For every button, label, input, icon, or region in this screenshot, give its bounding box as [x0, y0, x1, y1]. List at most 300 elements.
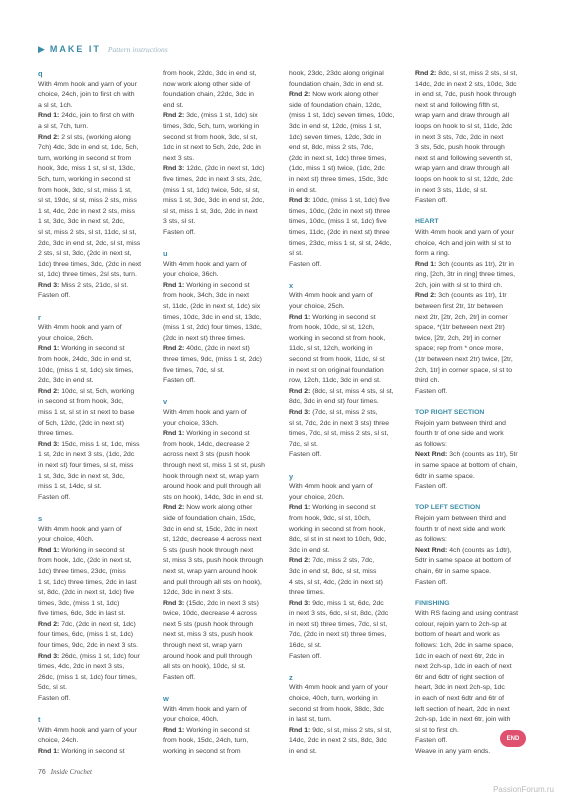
pattern-line — [38, 133, 156, 144]
pattern-line — [38, 175, 156, 186]
pattern-line — [163, 111, 281, 122]
line-text: times, 10dc, 3dc in end st, 13dc, — [163, 313, 262, 321]
line-text: times, 10dc, (miss 1 st, 1dc) five — [289, 218, 387, 226]
pattern-line — [38, 281, 156, 292]
pattern-line — [289, 450, 407, 461]
line-text: (15dc, 2dc in next 3 sts) — [184, 599, 259, 607]
line-text: 12dc, 3dc in next 3 sts. — [163, 589, 233, 597]
pattern-line — [38, 588, 156, 599]
section-heading — [38, 514, 156, 525]
pattern-line — [163, 556, 281, 567]
pattern-line — [415, 260, 533, 271]
pattern-line — [289, 429, 407, 440]
pattern-line — [38, 408, 156, 419]
line-text: third ch. — [415, 377, 440, 385]
round-label: Rnd 3: — [289, 197, 311, 205]
pattern-line — [289, 535, 407, 546]
pattern-line — [163, 546, 281, 557]
line-text: With 4mm hook and yarn of — [163, 409, 247, 416]
line-text: chain, 6tr in same space. — [415, 567, 492, 575]
line-text: ring, [2ch, 3tr in ring] three times, — [415, 271, 516, 279]
line-text: st, 12dc, decrease 4 across next — [163, 536, 262, 544]
line-text: Working in second st — [59, 748, 125, 755]
pattern-line — [289, 80, 407, 91]
line-text: 9dc, sl st, miss 2 sts, sl st, — [310, 726, 392, 734]
pattern-line — [38, 397, 156, 408]
line-text: next 2ch-sp, 1dc in each of next — [415, 663, 512, 671]
line-text: x — [289, 280, 294, 290]
line-text: from hook, 22dc, 3dc in end st, — [163, 70, 257, 77]
pattern-line — [38, 249, 156, 260]
line-text: Fasten off. — [38, 292, 71, 300]
arrow-icon: ▶ — [38, 43, 45, 54]
section-heading — [415, 599, 533, 610]
line-text: side of foundation chain, 15dc, — [163, 514, 256, 522]
page-header — [38, 44, 168, 54]
pattern-line — [289, 334, 407, 345]
pattern-line — [289, 493, 407, 504]
line-text: 3dc, (miss 1 st, 1dc) six — [184, 112, 258, 120]
pattern-line — [289, 609, 407, 620]
round-label: Rnd 3: — [38, 440, 60, 448]
pattern-line — [415, 239, 533, 250]
pattern-line — [163, 630, 281, 641]
pattern-line — [415, 111, 533, 122]
line-text: around hook and pull through all — [163, 483, 261, 491]
round-label: Rnd 1: — [163, 430, 185, 438]
pattern-line — [289, 313, 407, 324]
line-text: times, 10dc, (2dc in next st) three — [289, 207, 391, 215]
line-text: 7dc, sl st. — [289, 440, 318, 448]
line-text: (1tr between next 2tr) twice, [2tr, — [415, 356, 513, 364]
pattern-line — [163, 186, 281, 197]
pattern-line — [38, 344, 156, 355]
line-text: a sl st, 1ch. — [38, 101, 73, 109]
magazine-name: Inside Crochet — [50, 768, 92, 776]
line-text: sts on hook), 14dc, 3dc in end st. — [163, 493, 264, 501]
line-gap — [415, 207, 533, 218]
line-text: working in second st from hook, — [289, 334, 386, 342]
line-gap — [38, 302, 156, 313]
pattern-line — [38, 122, 156, 133]
pattern-line — [38, 323, 156, 334]
pattern-line — [289, 154, 407, 165]
round-label: Rnd 2: — [163, 112, 185, 120]
pattern-line — [289, 546, 407, 557]
pattern-line — [38, 662, 156, 673]
pattern-line — [415, 143, 533, 154]
pattern-line — [38, 429, 156, 440]
line-text: in second st from hook, 3dc, — [38, 398, 124, 406]
pattern-line — [163, 344, 281, 355]
line-text: 7dc, (2dc in next st) three times, — [289, 631, 387, 639]
line-text: in end st. — [289, 748, 317, 755]
line-text: times, 23dc, miss 1 st, sl st, 24dc, — [289, 239, 392, 247]
watermark: PassionForum.ru — [493, 785, 554, 794]
pattern-line — [415, 90, 533, 101]
pattern-line — [163, 609, 281, 620]
line-text: 2 sts, sl st, 3dc, (2dc in next st, — [38, 250, 132, 258]
line-text: heart, 3dc in next 2ch-sp, 1dc — [415, 684, 505, 692]
line-text: 40dc, (2dc in next st) — [184, 345, 250, 353]
pattern-line — [289, 440, 407, 451]
line-text: (2dc in next st) three times. — [163, 334, 246, 342]
pattern-line — [289, 525, 407, 536]
line-text: 5 sts (push hook through next — [163, 546, 254, 554]
line-text: follows: 1ch, 2dc in same space, — [415, 642, 514, 650]
pattern-line — [163, 429, 281, 440]
section-heading — [163, 397, 281, 408]
line-text: 3dc in end st, 12dc, (miss 1 st, — [289, 122, 382, 130]
line-text: 5ch, turn, working in second st — [38, 175, 131, 183]
pattern-line — [163, 217, 281, 228]
pattern-line — [289, 133, 407, 144]
pattern-line — [289, 514, 407, 525]
pattern-line — [163, 599, 281, 610]
pattern-line — [415, 620, 533, 631]
line-gap — [163, 239, 281, 250]
line-text: 1 st, 2dc in next 3 sts, (1dc, 2dc — [38, 451, 135, 459]
line-text: 3dc in end st. — [289, 546, 330, 554]
line-text: Fasten off. — [289, 260, 322, 268]
line-gap — [415, 588, 533, 599]
pattern-line — [38, 419, 156, 430]
pattern-line — [38, 366, 156, 377]
line-text: in each of next 6dtr and 6tr of — [415, 695, 505, 703]
pattern-line — [415, 355, 533, 366]
pattern-line — [38, 620, 156, 631]
line-text: With 4mm hook and yarn of — [38, 525, 122, 533]
line-text: sl st to first ch. — [415, 726, 459, 734]
line-text: 2ch, 1tr] in corner space, sl st to — [415, 366, 512, 374]
line-text: 2ch-sp, 1dc in next 6tr, join with — [415, 716, 511, 724]
pattern-line — [163, 673, 281, 684]
line-text: in end st, 7dc, push hook through — [415, 91, 517, 99]
line-text: With 4mm hook and yarn of your — [38, 726, 137, 734]
line-text: from hook, 9dc, sl st, 10ch, — [289, 514, 371, 522]
line-text: working in second st from hook, — [289, 525, 386, 533]
pattern-line — [289, 408, 407, 419]
line-text: Working in second st — [184, 726, 250, 734]
line-text: 3dc in end st, 15dc, 2dc in next — [163, 525, 258, 533]
line-text: across next 3 sts (push hook — [163, 451, 251, 459]
pattern-line — [415, 228, 533, 239]
pattern-line — [163, 493, 281, 504]
pattern-line — [38, 239, 156, 250]
line-text: from hook, 15dc, 24ch, turn, — [163, 737, 249, 745]
line-text: in next 3 sts, 11dc, sl st. — [415, 186, 488, 194]
line-gap — [289, 662, 407, 673]
line-text: hook, 3dc, miss 1 st, sl st, 13dc, — [38, 165, 135, 173]
pattern-line — [163, 525, 281, 536]
line-text: t — [38, 715, 41, 725]
line-text: 3dc in end st, 8dc, sl st, miss — [289, 567, 377, 575]
pattern-line — [289, 694, 407, 705]
pattern-line — [415, 641, 533, 652]
pattern-line — [415, 291, 533, 302]
line-text: three times. — [289, 589, 325, 597]
line-text: times, 3dc, (miss 1 st, 1dc) — [38, 599, 120, 607]
pattern-line — [163, 588, 281, 599]
section-heading — [38, 69, 156, 80]
pattern-line — [289, 228, 407, 239]
pattern-line — [415, 461, 533, 472]
line-text: sl st, 19dc, sl st, miss 2 sts, miss — [38, 197, 137, 205]
line-text: With 4mm hook and yarn of — [163, 705, 247, 713]
line-text: five times, 2dc in next 3 sts, 2dc, — [163, 175, 262, 183]
line-text: 3ch (counts as 1tr), 5tr — [447, 451, 518, 459]
pattern-line — [38, 736, 156, 747]
line-text: With 4mm hook and yarn of your — [38, 80, 137, 88]
pattern-line — [289, 641, 407, 652]
pattern-line — [163, 313, 281, 324]
line-text: 8dc, sl st in st next to 10ch, 9dc, — [289, 536, 387, 544]
pattern-line — [163, 747, 281, 755]
line-text: q — [38, 69, 43, 78]
pattern-line — [415, 334, 533, 345]
round-label: Next Rnd: — [415, 546, 448, 554]
pattern-line — [163, 450, 281, 461]
pattern-line — [163, 101, 281, 112]
line-text: TOP LEFT SECTION — [415, 504, 481, 512]
line-text: in next st) four times, sl st, miss — [38, 461, 134, 469]
line-text: 6tr and 6dtr of right section of — [415, 673, 505, 681]
pattern-line — [163, 440, 281, 451]
line-text: five times, 7dc, sl st. — [163, 366, 225, 374]
line-gap — [163, 683, 281, 694]
line-text: Fasten off. — [38, 695, 71, 703]
pattern-line — [289, 101, 407, 112]
line-text: three times. — [38, 430, 74, 438]
line-text: wrap yarn and draw through all — [415, 112, 509, 120]
line-text: second st from hook, 11dc, sl st — [289, 356, 385, 364]
line-text: 2dc, 3dc in end st, 2dc, sl st, miss — [38, 239, 141, 247]
line-text: all sts on hook), 10dc, sl st. — [163, 663, 246, 671]
line-text: miss 1 st, sl st in st next to base — [38, 409, 135, 416]
pattern-line — [38, 376, 156, 387]
line-text: Fasten off. — [38, 493, 71, 501]
pattern-line — [289, 175, 407, 186]
line-text: from hook, 24dc, 3dc in end st, — [38, 356, 132, 364]
pattern-line — [163, 334, 281, 345]
line-text: times, 11dc, (2dc in next st) three — [289, 228, 390, 236]
pattern-line — [415, 69, 533, 80]
pattern-line — [38, 334, 156, 345]
pattern-line — [38, 90, 156, 101]
pattern-line — [38, 641, 156, 652]
pattern-line — [415, 249, 533, 260]
line-text: Now work along other — [310, 91, 379, 99]
pattern-line — [163, 164, 281, 175]
round-label: Rnd 2: — [289, 91, 311, 99]
line-text: in next 3 sts, 6dc, sl st, 8dc, (2dc — [289, 610, 389, 618]
pattern-line — [163, 461, 281, 472]
line-text: (2dc in next st, 1dc) three times, — [289, 154, 387, 162]
pattern-line — [289, 556, 407, 567]
pattern-line — [163, 503, 281, 514]
pattern-line — [289, 376, 407, 387]
line-text: 5dc, sl st. — [38, 684, 67, 692]
line-text: With 4mm hook and yarn of — [289, 483, 373, 491]
line-text: st, miss 3 sts, push hook through — [163, 557, 264, 565]
pattern-line — [38, 673, 156, 684]
pattern-line — [415, 419, 533, 430]
line-text: your choice, 33ch. — [163, 419, 219, 427]
line-text: 1dc) seven times, 12dc, 3dc in — [289, 133, 382, 141]
line-text: choice, 24ch. — [38, 737, 79, 745]
line-text: your choice, 25ch. — [289, 303, 345, 311]
pattern-line — [289, 747, 407, 755]
pattern-line — [415, 630, 533, 641]
pattern-line — [163, 535, 281, 546]
pattern-line — [38, 154, 156, 165]
pattern-line — [163, 302, 281, 313]
line-text: times, 4dc, 2dc in next 3 sts, — [38, 663, 125, 671]
pattern-line — [289, 90, 407, 101]
line-text: times, 7dc, sl st, miss 2 sts, sl st, — [289, 430, 389, 438]
line-text: st, 8dc, (2dc in next st, 1dc) five — [38, 589, 135, 597]
line-text: in end st. — [289, 186, 317, 194]
line-text: in next st on original foundation — [289, 366, 384, 374]
round-label: Rnd 1: — [38, 112, 60, 120]
pattern-line — [38, 556, 156, 567]
pattern-columns — [38, 69, 533, 755]
line-text: w — [163, 694, 169, 704]
line-text: With RS facing and using contrast — [415, 610, 519, 618]
line-text: miss 1 st, 3dc, 3dc in end st, 2dc, — [163, 197, 265, 205]
pattern-line — [38, 450, 156, 461]
line-text: from hook, 14dc, decrease 2 — [163, 440, 250, 448]
line-text: 1 st, 4dc, 2dc in next 2 sts, miss — [38, 207, 135, 215]
line-text: 1dc in st next to 5ch, 2dc, 2dc in — [163, 144, 261, 152]
line-text: a sl st, 7ch, turn. — [38, 122, 89, 130]
line-text: 5dtr in same space at bottom of — [415, 557, 511, 565]
line-text: Working in second st — [310, 504, 376, 512]
pattern-line — [163, 291, 281, 302]
line-text: Miss 2 sts, 21dc, sl st. — [59, 281, 129, 289]
pattern-line — [163, 196, 281, 207]
section-heading — [289, 673, 407, 684]
line-text: form a ring. — [415, 250, 450, 258]
pattern-line — [415, 683, 533, 694]
line-gap — [38, 705, 156, 716]
line-text: 10dc, (miss 1 st, 1dc) five — [310, 197, 390, 205]
pattern-line — [38, 461, 156, 472]
line-text: loops on hook to sl st, 11dc, 2dc — [415, 122, 513, 130]
pattern-line — [289, 366, 407, 377]
round-label: Rnd 2: — [289, 387, 311, 395]
pattern-line — [289, 588, 407, 599]
pattern-line — [38, 599, 156, 610]
pattern-line — [38, 546, 156, 557]
pattern-line — [415, 313, 533, 324]
pattern-line — [415, 525, 533, 536]
line-text: 10dc, (miss 1 st, 1dc) six times, — [38, 366, 134, 374]
round-label: Rnd 3: — [163, 599, 185, 607]
line-text: Fasten off. — [415, 737, 448, 745]
pattern-line — [163, 366, 281, 377]
pattern-line — [163, 175, 281, 186]
round-label: Rnd 2: — [415, 70, 437, 77]
section-heading — [289, 281, 407, 292]
line-text: FINISHING — [415, 599, 450, 607]
line-text: Working in second st — [184, 430, 250, 438]
pattern-line — [415, 705, 533, 716]
round-label: Rnd 1: — [289, 726, 311, 734]
line-text: between first 2tr, 1tr between — [415, 303, 503, 311]
line-text: fourth tr of next side and work — [415, 525, 506, 533]
pattern-line — [289, 620, 407, 631]
section-heading — [163, 249, 281, 260]
pattern-line — [163, 482, 281, 493]
line-text: z — [289, 672, 293, 682]
line-text: your choice, 40ch. — [163, 716, 219, 724]
line-text: hook through next st, wrap yarn — [163, 472, 259, 480]
line-text: around hook and pull through — [163, 652, 253, 660]
line-text: three times, 9dc, (miss 1 st, 2dc) — [163, 356, 262, 364]
line-text: sl st, miss 1 st, 3dc, 2dc in next — [163, 207, 258, 215]
line-text: 2dc, 3dc in end st. — [38, 377, 94, 385]
end-badge: END — [500, 730, 526, 747]
line-text: row, 12ch, 11dc, 3dc in end st. — [289, 377, 381, 385]
pattern-line — [38, 578, 156, 589]
line-text: 14dc, 2dc in next 2 sts, 8dc, 3dc — [289, 737, 387, 745]
round-label: Rnd 2: — [38, 387, 60, 395]
pattern-line — [415, 429, 533, 440]
round-label: Rnd 2: — [38, 133, 60, 141]
pattern-line — [289, 715, 407, 726]
round-label: Rnd 1: — [289, 313, 311, 321]
round-label: Rnd 3: — [38, 652, 60, 660]
pattern-line — [415, 80, 533, 91]
pattern-line — [163, 736, 281, 747]
line-text: 4ch (counts as 1dtr), — [447, 546, 512, 554]
line-text: 2ch, join with sl st to third ch. — [415, 281, 503, 289]
line-text: your choice, 26ch. — [38, 334, 94, 342]
pattern-line — [415, 715, 533, 726]
line-text: Fasten off. — [163, 228, 196, 236]
pattern-line — [38, 143, 156, 154]
text-column-1 — [38, 69, 156, 755]
line-text: foundation chain, 22dc, 3dc in — [163, 91, 254, 99]
pattern-line — [415, 175, 533, 186]
pattern-line — [163, 270, 281, 281]
line-text: Weave in any yarn ends. — [415, 748, 491, 755]
section-heading — [415, 503, 533, 514]
line-text: 14dc, 2dc in next 2 sts, 10dc, 3dc — [415, 80, 517, 88]
line-text: next st and following fifth st, — [415, 101, 500, 109]
pattern-line — [415, 673, 533, 684]
line-text: v — [163, 397, 168, 407]
pattern-line — [415, 694, 533, 705]
round-label: Rnd 1: — [289, 504, 311, 512]
pattern-line — [289, 143, 407, 154]
pattern-line — [289, 599, 407, 610]
line-text: twice, [2tr, 2ch, 2tr] in corner — [415, 334, 501, 342]
line-text: 1 st, 3dc, 3dc in next st, 3dc, — [38, 472, 125, 480]
line-text: (1dc, miss 1 st) twice, (1dc, 2dc — [289, 165, 385, 173]
line-text: 10dc, sl st, 5ch, working — [59, 387, 135, 395]
line-text: fourth tr of one side and work — [415, 430, 504, 438]
round-label: Rnd 1: — [38, 748, 60, 755]
line-text: (8dc, sl st, miss 4 sts, sl st, — [310, 387, 394, 395]
line-text: 4 sts, sl st, 4dc, (2dc in next st) — [289, 578, 383, 586]
pattern-line — [163, 652, 281, 663]
page-number: 76 — [38, 769, 46, 776]
line-text: second st from hook, 3dc, sl st, — [163, 133, 258, 141]
line-text: 26dc, (miss 1 st, 1dc) four times, — [38, 673, 137, 681]
line-text: second st from hook, 38dc, 3dc — [289, 705, 385, 713]
